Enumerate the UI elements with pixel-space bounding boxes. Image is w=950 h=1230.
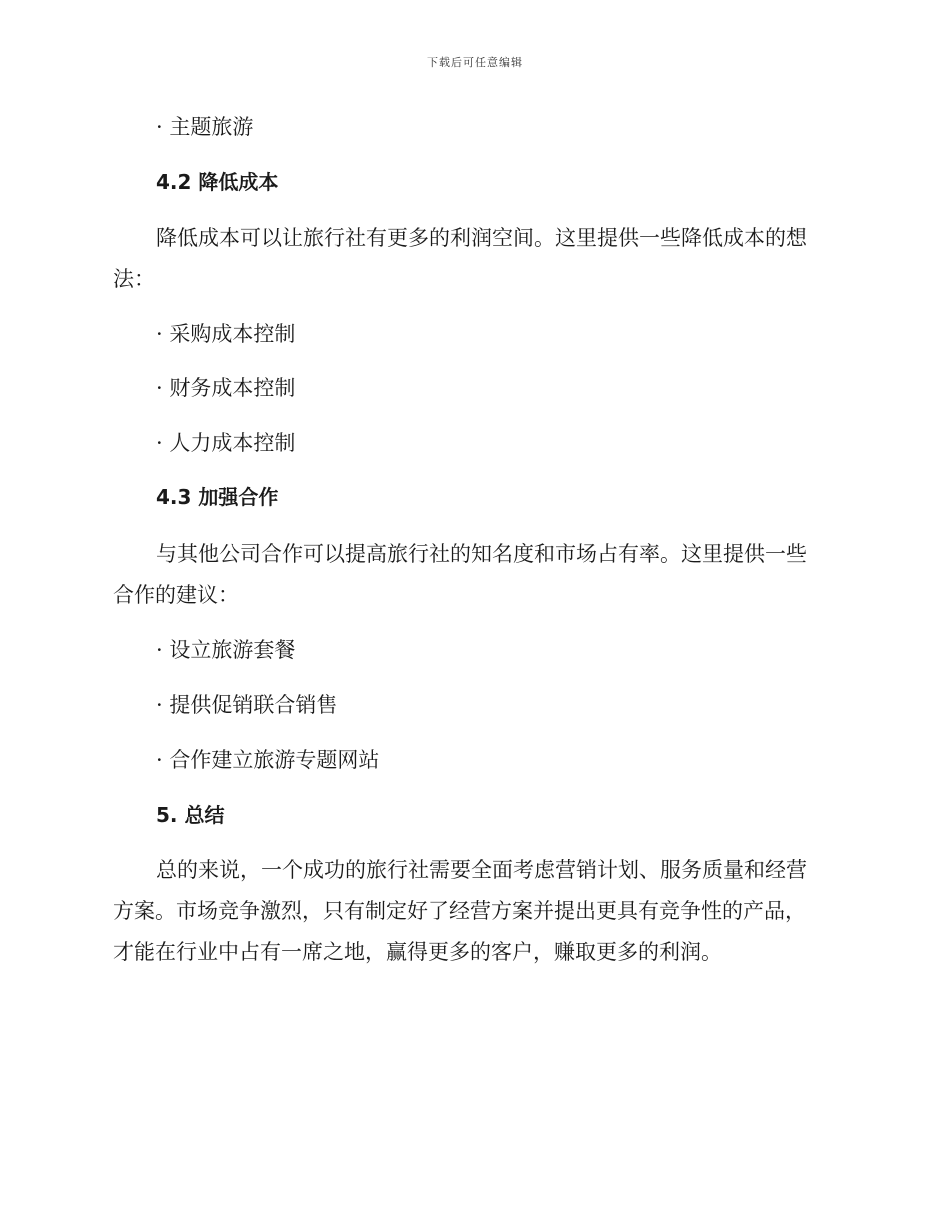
paragraph-4-2-line-1: 降低成本可以让旅行社有更多的利润空间。这里提供一些降低成本的想	[156, 226, 807, 250]
paragraph-5-line-2: 方案。市场竞争激烈，只有制定好了经营方案并提出更具有竞争性的产品，	[113, 899, 806, 923]
paragraph-5-line-1: 总的来说，一个成功的旅行社需要全面考虑营销计划、服务质量和经营	[156, 858, 807, 882]
bullet-joint-promotion: · 提供促销联合销售	[156, 693, 338, 717]
page-header: 下载后可任意编辑	[427, 56, 523, 69]
heading-5: 5. 总结	[156, 803, 225, 827]
bullet-travel-package: · 设立旅游套餐	[156, 638, 296, 662]
bullet-theme-travel: · 主题旅游	[156, 115, 254, 139]
bullet-procurement-cost: · 采购成本控制	[156, 322, 296, 346]
bullet-travel-website: · 合作建立旅游专题网站	[156, 748, 380, 772]
paragraph-4-3-line-2: 合作的建议：	[113, 583, 239, 607]
paragraph-5-line-3: 才能在行业中占有一席之地，赢得更多的客户，赚取更多的利润。	[113, 940, 722, 964]
bullet-labor-cost: · 人力成本控制	[156, 431, 296, 455]
bullet-financial-cost: · 财务成本控制	[156, 376, 296, 400]
paragraph-4-2-line-2: 法：	[113, 267, 155, 291]
paragraph-4-3-line-1: 与其他公司合作可以提高旅行社的知名度和市场占有率。这里提供一些	[156, 542, 807, 566]
heading-4-2: 4.2 降低成本	[156, 170, 279, 194]
heading-4-3: 4.3 加强合作	[156, 485, 279, 509]
